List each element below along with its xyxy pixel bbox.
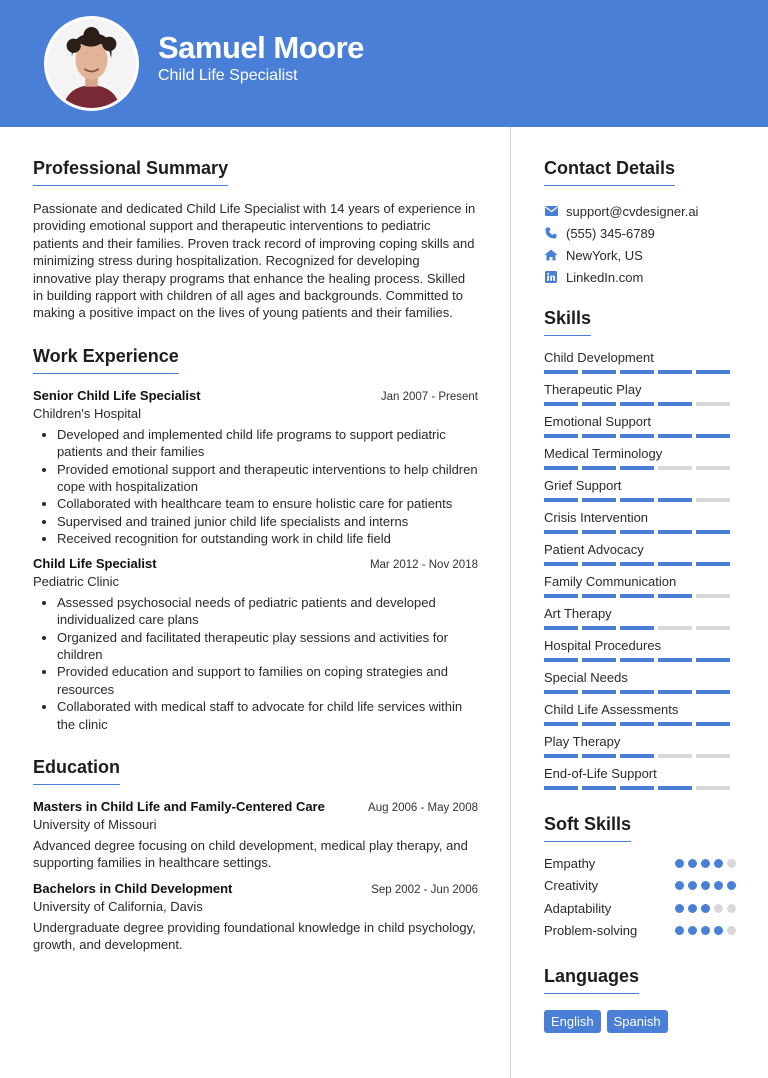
skill-level-bar	[544, 530, 736, 534]
education-entry	[33, 799, 478, 872]
skill-level-bar	[544, 370, 736, 374]
skill-level-segment	[544, 658, 578, 662]
languages-heading: Languages	[544, 966, 639, 994]
skill-level-segment	[620, 722, 654, 726]
soft-skill-rating	[675, 859, 736, 868]
skill-level-segment	[582, 626, 616, 630]
skill-level-segment	[544, 690, 578, 694]
skill-level-segment	[544, 530, 578, 534]
skill-level-segment	[544, 626, 578, 630]
skill-item	[544, 732, 736, 764]
rating-dot	[701, 926, 710, 935]
skill-level-segment	[696, 434, 730, 438]
job-bullet: • Provided education and support to families on coping strategies and resources	[57, 663, 478, 698]
skill-name: Patient Advocacy	[544, 542, 644, 557]
skill-level-bar	[544, 754, 736, 758]
rating-dot	[727, 881, 736, 890]
skill-level-segment	[696, 498, 730, 502]
education-dates: Aug 2006 - May 2008	[368, 801, 478, 814]
job-bullet: • Collaborated with medical staff to advocate for child life services within the clinic	[57, 698, 478, 733]
language-tag: English	[544, 1010, 601, 1033]
avatar	[44, 16, 139, 111]
summary-text: Passionate and dedicated Child Life Specialist with 14 years of experience in providing emotional support and therapeutic interventions to pediatric patients and their families. Proven track record of improving coping skills and minimizing stress during hospitalization. Recognized for developing innovative play therapy programs that enhance the healing process. Skilled in building rapport with children of all ages and backgrounds. Committed to making a positive impact on the lives of young patients and their families.	[33, 201, 476, 321]
skill-level-segment	[620, 562, 654, 566]
rating-dot	[688, 881, 697, 890]
skill-level-segment	[544, 402, 578, 406]
skill-level-segment	[544, 594, 578, 598]
skill-level-segment	[582, 722, 616, 726]
skill-level-segment	[544, 370, 578, 374]
column-divider	[510, 127, 511, 1078]
skill-level-bar	[544, 402, 736, 406]
phone-text: (555) 345-6789	[566, 225, 655, 241]
soft-skill-rating	[675, 904, 736, 913]
job-title: Child Life Specialist	[33, 555, 157, 571]
education-description: Undergraduate degree providing foundational knowledge in child psychology, growth, and development.	[33, 919, 476, 953]
soft-skills-section	[544, 814, 736, 942]
skill-level-segment	[620, 530, 654, 534]
skill-item	[544, 444, 736, 476]
education-entry	[33, 881, 478, 954]
skill-name: Crisis Intervention	[544, 510, 649, 525]
skill-name: Child Life Assessments	[544, 702, 679, 717]
skill-level-segment	[696, 594, 730, 598]
skill-level-bar	[544, 658, 736, 662]
skill-level-segment	[658, 594, 692, 598]
rating-dot	[701, 859, 710, 868]
skills-heading: Skills	[544, 308, 591, 336]
job-entry	[33, 556, 478, 733]
email-text: support@cvdesigner.ai	[566, 203, 699, 219]
rating-dot	[714, 926, 723, 935]
skill-item	[544, 668, 736, 700]
soft-skill-name: Adaptability	[544, 900, 612, 916]
skill-level-segment	[582, 786, 616, 790]
candidate-name: Samuel Moore	[158, 30, 364, 65]
main-column	[33, 158, 478, 954]
skill-level-segment	[696, 370, 730, 374]
rating-dot	[714, 904, 723, 913]
skill-item	[544, 700, 736, 732]
rating-dot	[675, 904, 684, 913]
skill-level-segment	[620, 466, 654, 470]
education-description: Advanced degree focusing on child development, medical play therapy, and supporting families in healthcare settings.	[33, 837, 468, 871]
skill-level-segment	[696, 562, 730, 566]
skill-level-segment	[696, 690, 730, 694]
skill-level-segment	[620, 402, 654, 406]
job-bullet: • Organized and facilitated therapeutic play sessions and activities for children	[57, 629, 478, 664]
skill-level-segment	[582, 594, 616, 598]
skill-level-bar	[544, 562, 736, 566]
contact-location	[544, 244, 736, 266]
skill-level-segment	[658, 466, 692, 470]
skill-level-segment	[658, 402, 692, 406]
language-tag: Spanish	[607, 1010, 668, 1033]
skill-level-segment	[620, 626, 654, 630]
job-bullet: • Provided emotional support and therapeutic interventions to help children cope with hospitalization	[57, 461, 478, 496]
skill-level-segment	[582, 370, 616, 374]
languages-section	[544, 966, 736, 1033]
skill-level-segment	[582, 530, 616, 534]
skill-level-segment	[582, 498, 616, 502]
skill-level-segment	[696, 722, 730, 726]
skill-item	[544, 540, 736, 572]
skill-level-segment	[582, 466, 616, 470]
skill-level-segment	[658, 626, 692, 630]
skill-name: Child Development	[544, 350, 654, 365]
skill-name: Special Needs	[544, 670, 628, 685]
home-icon	[544, 248, 558, 262]
skills-list	[544, 348, 736, 796]
skill-level-segment	[658, 530, 692, 534]
skill-level-segment	[658, 754, 692, 758]
soft-skill-name: Creativity	[544, 878, 599, 894]
skill-level-segment	[582, 434, 616, 438]
rating-dot	[675, 926, 684, 935]
skill-level-segment	[544, 434, 578, 438]
job-bullet: • Collaborated with healthcare team to ensure holistic care for patients	[57, 495, 478, 512]
rating-dot	[688, 904, 697, 913]
skill-item	[544, 508, 736, 540]
job-dates: Mar 2012 - Nov 2018	[369, 558, 478, 571]
skill-level-segment	[696, 786, 730, 790]
job-bullets	[33, 594, 478, 733]
skill-level-segment	[544, 786, 578, 790]
skill-level-segment	[696, 402, 730, 406]
skill-level-bar	[544, 594, 736, 598]
job-dates: Jan 2007 - Present	[380, 390, 478, 403]
envelope-icon	[544, 204, 558, 218]
skill-level-segment	[620, 754, 654, 758]
skill-level-segment	[696, 466, 730, 470]
skill-level-segment	[696, 658, 730, 662]
job-organization: Children's Hospital	[33, 405, 141, 421]
skill-level-bar	[544, 690, 736, 694]
skill-level-bar	[544, 786, 736, 790]
skill-level-segment	[658, 370, 692, 374]
skill-level-segment	[696, 530, 730, 534]
skill-level-segment	[658, 786, 692, 790]
soft-skill-item	[544, 897, 736, 920]
skill-name: Play Therapy	[544, 734, 621, 749]
school-name: University of California, Davis	[33, 898, 203, 914]
skill-level-bar	[544, 434, 736, 438]
skill-name: End-of-Life Support	[544, 766, 657, 781]
skill-name: Therapeutic Play	[544, 382, 642, 397]
soft-skill-item	[544, 920, 736, 943]
skill-level-segment	[544, 466, 578, 470]
experience-heading: Work Experience	[33, 346, 179, 374]
degree-title: Bachelors in Child Development	[33, 880, 233, 896]
skill-level-segment	[620, 658, 654, 662]
summary-heading: Professional Summary	[33, 158, 228, 186]
skill-level-segment	[658, 658, 692, 662]
soft-skill-name: Empathy	[544, 855, 596, 871]
skill-level-bar	[544, 626, 736, 630]
skill-level-segment	[620, 434, 654, 438]
rating-dot	[688, 859, 697, 868]
education-heading: Education	[33, 757, 120, 785]
skill-level-segment	[582, 562, 616, 566]
linkedin-text: LinkedIn.com	[566, 269, 644, 285]
skill-level-segment	[544, 722, 578, 726]
skill-level-segment	[582, 690, 616, 694]
job-title: Senior Child Life Specialist	[33, 387, 201, 403]
profile-photo	[47, 19, 136, 108]
rating-dot	[714, 859, 723, 868]
skill-level-bar	[544, 466, 736, 470]
education-section	[33, 757, 478, 954]
skill-name: Medical Terminology	[544, 446, 663, 461]
contact-phone[interactable]	[544, 222, 736, 244]
skill-name: Family Communication	[544, 574, 677, 589]
rating-dot	[701, 881, 710, 890]
experience-section	[33, 346, 478, 733]
job-bullet: • Assessed psychosocial needs of pediatric patients and developed individualized care plans	[57, 594, 478, 629]
phone-icon	[544, 226, 558, 240]
skill-level-segment	[544, 754, 578, 758]
rating-dot	[727, 926, 736, 935]
skill-level-segment	[620, 370, 654, 374]
school-name: University of Missouri	[33, 816, 157, 832]
linkedin-icon	[544, 270, 558, 284]
skill-level-segment	[620, 786, 654, 790]
job-organization: Pediatric Clinic	[33, 573, 119, 589]
header-banner	[0, 0, 768, 127]
job-bullet: • Received recognition for outstanding work in child life field	[57, 530, 478, 547]
soft-skill-item	[544, 852, 736, 875]
candidate-title: Child Life Specialist	[158, 67, 298, 84]
rating-dot	[688, 926, 697, 935]
contact-heading: Contact Details	[544, 158, 675, 186]
rating-dot	[727, 859, 736, 868]
skill-item	[544, 604, 736, 636]
skill-level-segment	[658, 690, 692, 694]
rating-dot	[714, 881, 723, 890]
soft-skill-rating	[675, 881, 736, 890]
summary-section	[33, 158, 478, 322]
contact-linkedin[interactable]	[544, 266, 736, 288]
skill-level-segment	[582, 754, 616, 758]
skill-name: Art Therapy	[544, 606, 612, 621]
skills-section	[544, 308, 736, 796]
skill-name: Emotional Support	[544, 414, 651, 429]
contact-email[interactable]	[544, 200, 736, 222]
skill-level-segment	[582, 402, 616, 406]
skill-item	[544, 380, 736, 412]
soft-skill-name: Problem-solving	[544, 923, 638, 939]
skill-level-segment	[658, 434, 692, 438]
skill-level-segment	[658, 722, 692, 726]
skill-level-segment	[620, 594, 654, 598]
skill-level-segment	[658, 498, 692, 502]
location-text: NewYork, US	[566, 247, 643, 263]
job-bullet: • Supervised and trained junior child life specialists and interns	[57, 513, 478, 530]
skill-level-segment	[582, 658, 616, 662]
skill-item	[544, 476, 736, 508]
rating-dot	[675, 859, 684, 868]
skill-level-segment	[696, 754, 730, 758]
soft-skill-rating	[675, 926, 736, 935]
job-bullets	[33, 426, 478, 548]
languages-list	[544, 1010, 736, 1033]
skill-level-segment	[620, 498, 654, 502]
skill-name: Hospital Procedures	[544, 638, 662, 653]
rating-dot	[727, 904, 736, 913]
skill-level-segment	[658, 562, 692, 566]
skill-level-bar	[544, 498, 736, 502]
skill-item	[544, 572, 736, 604]
sidebar-column	[544, 158, 736, 1033]
soft-skills-list	[544, 852, 736, 942]
soft-skills-heading: Soft Skills	[544, 814, 631, 842]
job-entry	[33, 388, 478, 548]
degree-title: Masters in Child Life and Family-Centered Care	[33, 798, 325, 814]
skill-item	[544, 348, 736, 380]
skill-level-segment	[620, 690, 654, 694]
skill-item	[544, 764, 736, 796]
contact-section	[544, 158, 736, 288]
skill-level-segment	[696, 626, 730, 630]
rating-dot	[701, 904, 710, 913]
education-dates: Sep 2002 - Jun 2006	[371, 883, 478, 896]
skill-level-segment	[544, 498, 578, 502]
skill-item	[544, 412, 736, 444]
skill-level-segment	[544, 562, 578, 566]
soft-skill-item	[544, 875, 736, 898]
job-bullet: • Developed and implemented child life programs to support pediatric patients and their families	[57, 426, 478, 461]
skill-level-bar	[544, 722, 736, 726]
skill-name: Grief Support	[544, 478, 622, 493]
skill-item	[544, 636, 736, 668]
rating-dot	[675, 881, 684, 890]
